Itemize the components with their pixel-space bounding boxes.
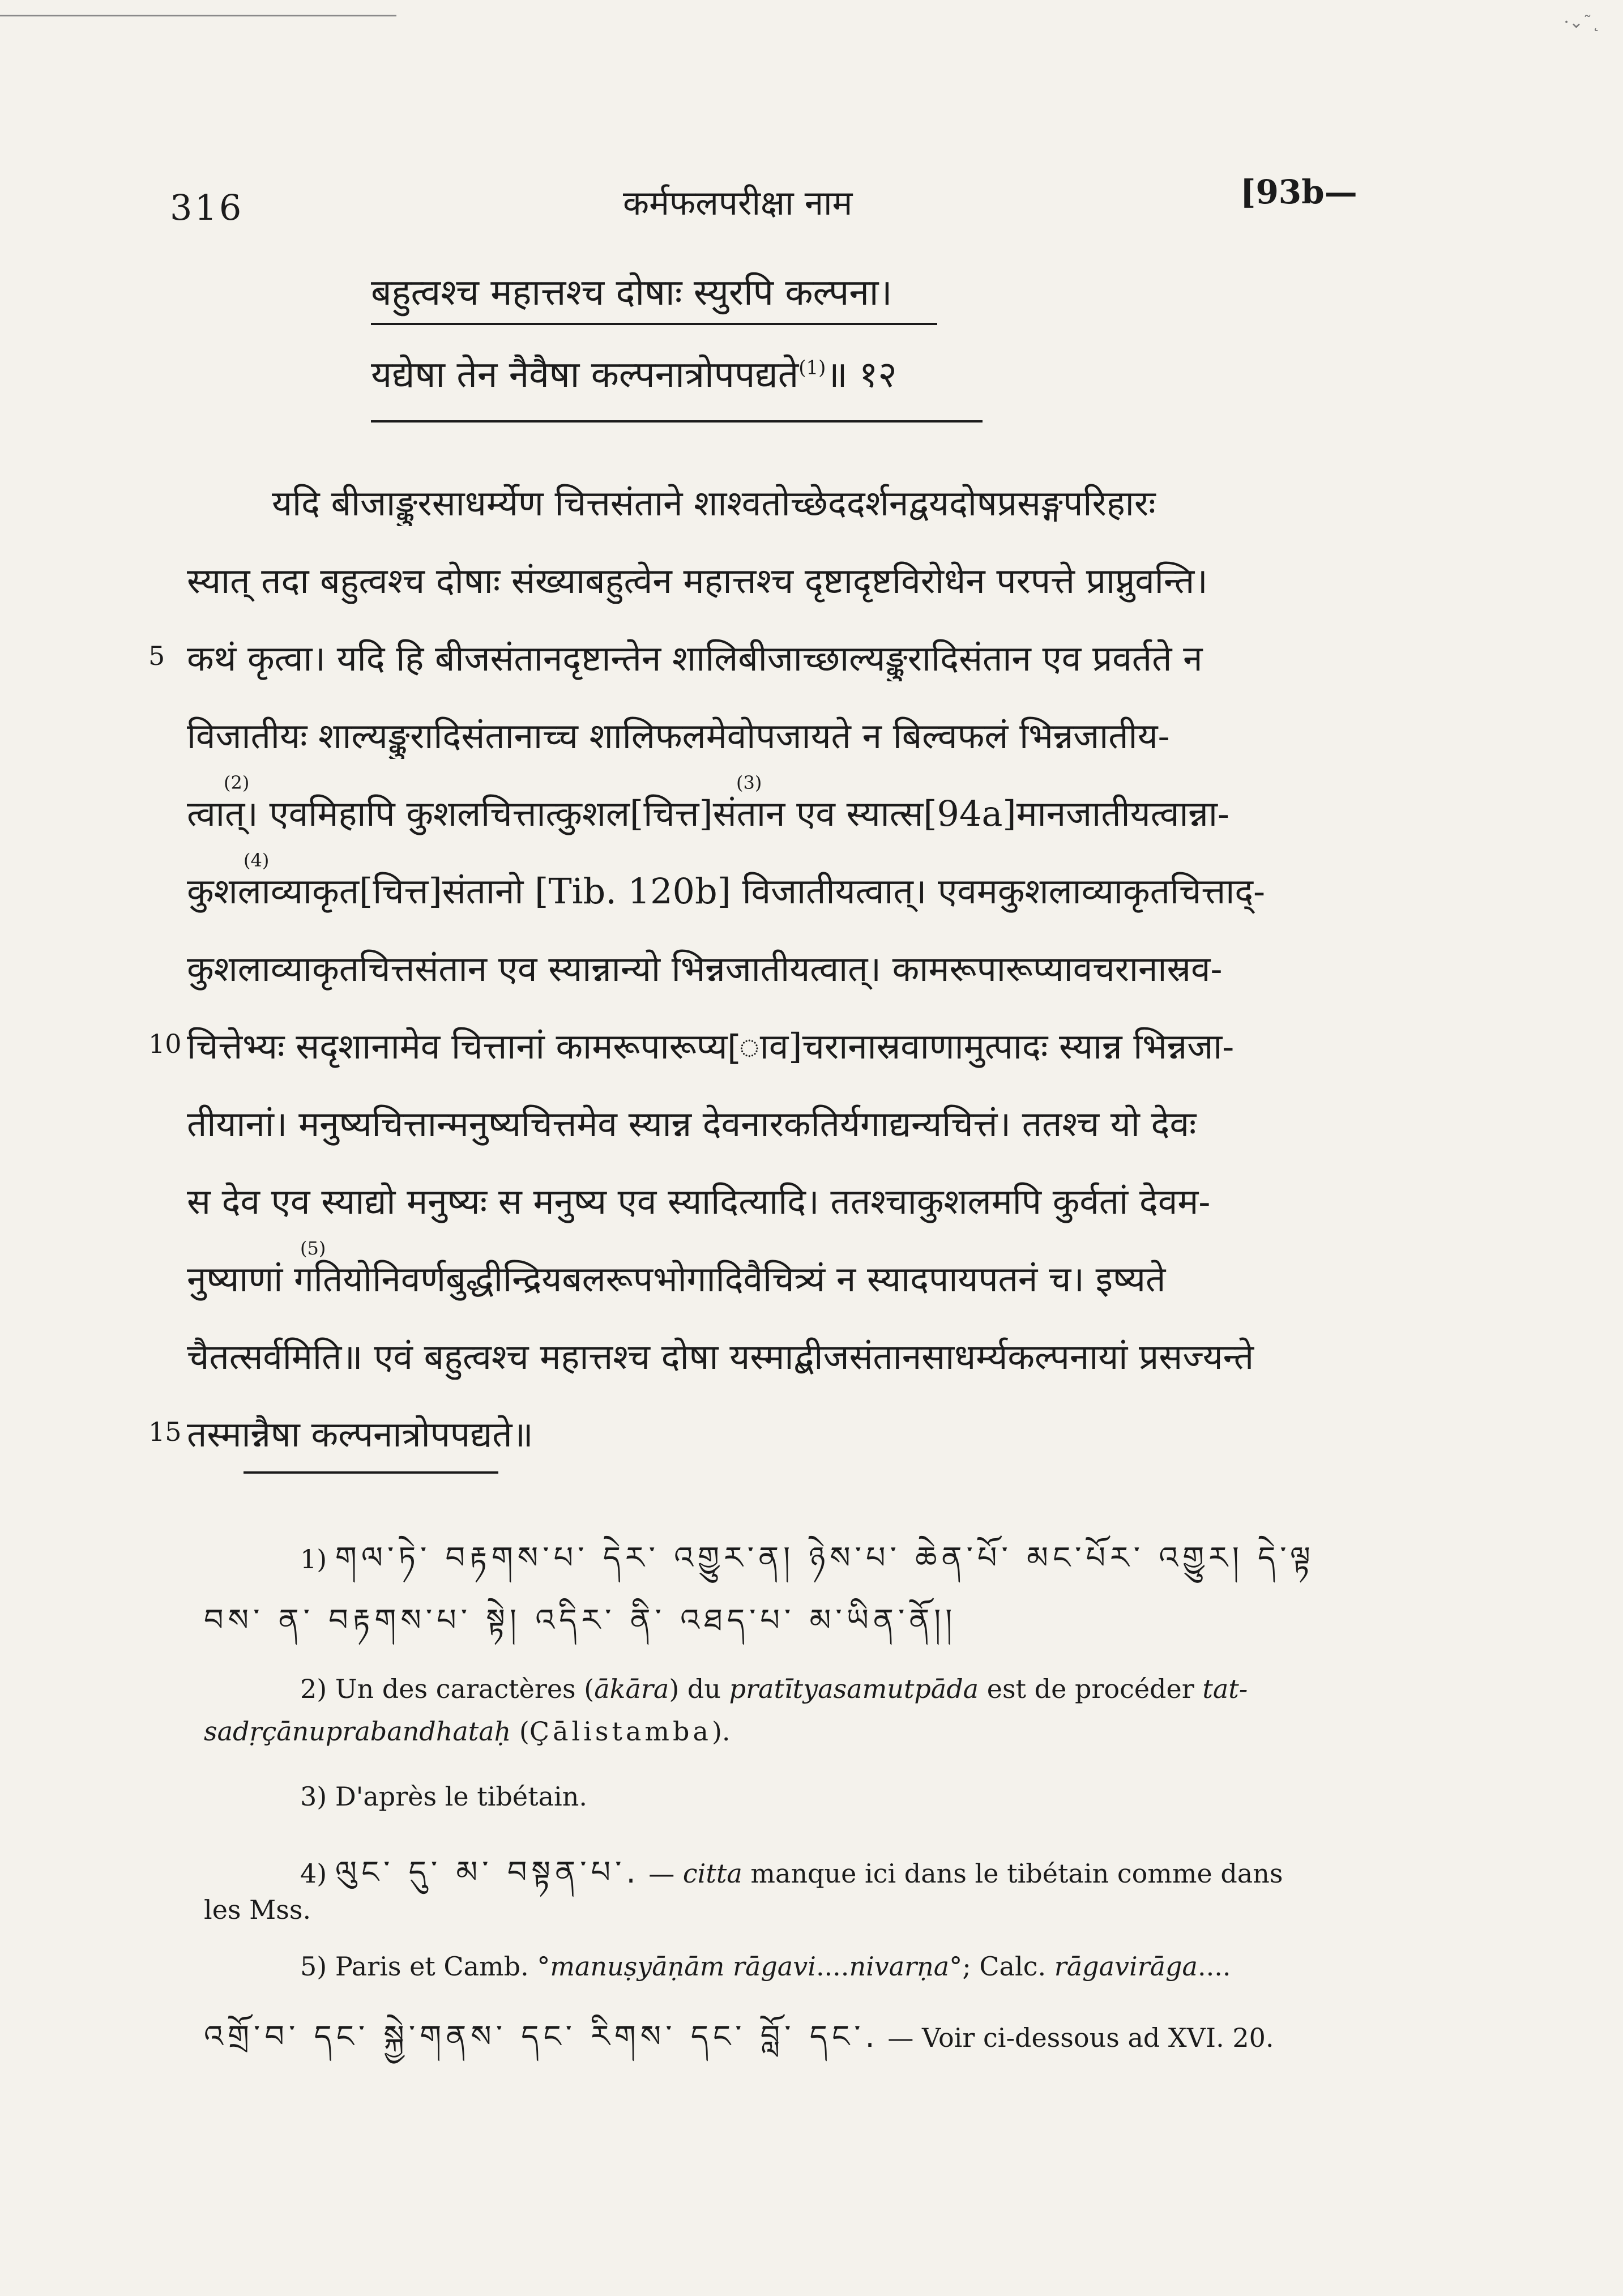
commentary-line: यदि बीजाङ्कुरसाधर्म्येण चित्तसंताने शाश्वतोच्छेददर्शनद्वयदोषप्रसङ्गपरिहारः xyxy=(272,483,1156,524)
running-title: कर्मफलपरीक्षा नाम xyxy=(623,183,853,223)
footnote-marker: (4) xyxy=(244,850,270,871)
footnote-1-tibetan-a: གལ་ཏེ་ བརྟགས་པ་ དེར་ འགྱུར་ན། ཉེས་པ་ ཆེན་པོ་ མང་པོར་ འགྱུར། དེ་ལྟ xyxy=(335,1540,1315,1576)
footnote-5-text-b: °; Calc. xyxy=(949,1951,1054,1982)
verse-line-1 xyxy=(371,266,1050,315)
footnote-4-line-1 xyxy=(300,1838,1283,1924)
footnote-2-sadrca: sadṛçānuprabandhataḥ xyxy=(204,1716,511,1747)
verse-underline-2 xyxy=(371,420,983,423)
footnote-2-text-c: est de procéder xyxy=(979,1674,1203,1704)
footnote-2-text-a: Un des caractères ( xyxy=(335,1674,595,1704)
footnote-4-dash: — xyxy=(640,1858,683,1889)
commentary-line: तीयानां। मनुष्यचित्तान्मनुष्यचित्तमेव स्यान्न देवनारकतिर्यगाद्यन्यचित्तं। ततश्च यो देवः xyxy=(187,1103,1197,1145)
footnote-5-ragaviraga: rāgavirāga xyxy=(1054,1951,1198,1982)
footnote-5-dots: .... xyxy=(815,1951,849,1982)
footnote-2-text-d: ( xyxy=(511,1716,529,1747)
footnote-marker: (2) xyxy=(224,772,250,793)
footnote-2-mark: 2) xyxy=(300,1674,327,1704)
footnote-5-dots-2: .... xyxy=(1197,1951,1231,1982)
footnote-4-rest: manque ici dans le tibétain comme dans xyxy=(742,1858,1283,1889)
commentary-line: स देव एव स्याद्यो मनुष्यः स मनुष्य एव स्यादित्यादि। ततश्चाकुशलमपि कुर्वतां देवम- xyxy=(187,1181,1211,1222)
footnote-2-line-1 xyxy=(300,1674,1248,1704)
commentary-line: चित्तेभ्यः सदृशानामेव चित्तानां कामरूपारूप्य[ाव]चरानास्रवाणामुत्पादः स्यान्न भिन्नजा- xyxy=(187,1026,1235,1067)
commentary-line: स्यात् तदा बहुत्वश्च दोषाः संख्याबहुत्वेन महात्तश्च दृष्टादृष्टविरोधेन परपत्ते प्राप्नुवन्ति। xyxy=(187,560,1208,601)
footnote-4-line-2: les Mss. xyxy=(204,1894,311,1925)
footnote-marker: (5) xyxy=(300,1237,326,1259)
footnote-mark-1: (1) xyxy=(798,356,826,379)
footnote-2-text-b: ) du xyxy=(669,1674,729,1704)
commentary-line: तस्मान्नैषा कल्पनात्रोपपद्यते॥ xyxy=(187,1414,533,1455)
commentary-line: कुशलाव्याकृतचित्तसंतान एव स्यान्नान्यो भिन्नजातीयत्वात्। कामरूपारूप्यावचरानास्रव- xyxy=(187,948,1223,989)
footnote-marker: (3) xyxy=(736,772,762,793)
footnote-5-line-1 xyxy=(300,1951,1231,1982)
footnote-2-text-e: ). xyxy=(711,1716,731,1747)
verse-text-2: यद्येषा तेन नैवैषा कल्पनात्रोपपद्यते xyxy=(371,354,799,396)
line-number: 5 xyxy=(148,641,165,671)
footnote-separator xyxy=(244,1471,498,1474)
line-number: 10 xyxy=(148,1028,182,1059)
footnote-2-tat: tat- xyxy=(1202,1674,1248,1704)
commentary-line: कुशलाव्याकृत[चित्त]संतानो [Tib. 120b] विजातीयत्वात्। एवमकुशलाव्याकृतचित्ताद्- xyxy=(187,870,1266,912)
footnote-5-tibetan: འགྲོ་བ་ དང་ སྐྱེ་གནས་ དང་ རིགས་ དང་ བློ་ དང་. xyxy=(204,2018,879,2054)
footnote-2-pratitya: pratītyasamutpāda xyxy=(729,1674,979,1704)
verse-line-2 xyxy=(371,348,1050,398)
commentary-line: कथं कृत्वा। यदि हि बीजसंतानदृष्टान्तेन शालिबीजाच्छाल्यङ्कुरादिसंतान एव प्रवर्तते न xyxy=(187,638,1203,679)
scan-edge-line xyxy=(0,15,396,16)
folio-reference: [93b— xyxy=(1240,173,1357,211)
footnote-3: 3) D'après le tibétain. xyxy=(300,1781,587,1812)
scan-speck: ·⌄˜˛ xyxy=(1564,12,1600,32)
footnote-4-tibetan: ལུང་ དུ་ མ་ བསྟན་པ་. xyxy=(335,1854,640,1890)
footnote-5-manusyanam: manuṣyāṇām rāgavi xyxy=(550,1951,816,1982)
footnote-5-text-a: Paris et Camb. ° xyxy=(335,1951,550,1982)
footnote-4-mark: 4) xyxy=(300,1858,327,1889)
commentary-line: विजातीयः शाल्यङ्कुरादिसंतानाच्च शालिफलमेवोपजायते न बिल्वफलं भिन्नजातीय- xyxy=(187,715,1170,757)
verse-number: ॥ १२ xyxy=(826,354,897,396)
footnote-5-line-2 xyxy=(204,2002,1274,2088)
commentary-line: चैतत्सर्वमिति॥ एवं बहुत्वश्च महात्तश्च दोषा यस्माद्बीजसंतानसाधर्म्यकल्पनायां प्रसज्यन्ते xyxy=(187,1336,1254,1377)
commentary-line: त्वात्। एवमिहापि कुशलचित्तात्कुशल[चित्त]संतान एव स्यात्स[94a]मानजातीयत्वान्ना- xyxy=(187,793,1229,834)
line-number: 15 xyxy=(148,1416,182,1447)
verse-underline-1 xyxy=(371,323,937,325)
footnote-5-nivarna: nivarṇa xyxy=(849,1951,950,1982)
footnote-1-line-2 xyxy=(204,1586,956,1672)
verse-text-1: बहुत्वश्च महात्तश्च दोषाः स्युरपि कल्पना। xyxy=(371,272,892,314)
page-number: 316 xyxy=(170,187,244,228)
footnote-2-calistamba: Çālistamba xyxy=(529,1716,712,1747)
commentary-line: नुष्याणां गतियोनिवर्णबुद्धीन्द्रियबलरूपभोगादिवैचित्र्यं न स्यादपायपतनं च। इष्यते xyxy=(187,1258,1166,1300)
footnote-1-tibetan-b: བས་ ན་ བརྟགས་པ་ སྟེ། འདིར་ ནི་ འཐད་པ་ མ་ཡིན་ནོ།། xyxy=(204,1602,957,1638)
footnote-4-citta: citta xyxy=(682,1858,742,1889)
footnote-5-rest: — Voir ci-dessous ad XVI. 20. xyxy=(879,2022,1274,2053)
footnote-2-line-2 xyxy=(204,1716,731,1747)
footnote-5-mark: 5) xyxy=(300,1951,327,1982)
footnote-1-mark: 1) xyxy=(300,1544,327,1574)
footnote-2-akara: ākāra xyxy=(594,1674,669,1704)
